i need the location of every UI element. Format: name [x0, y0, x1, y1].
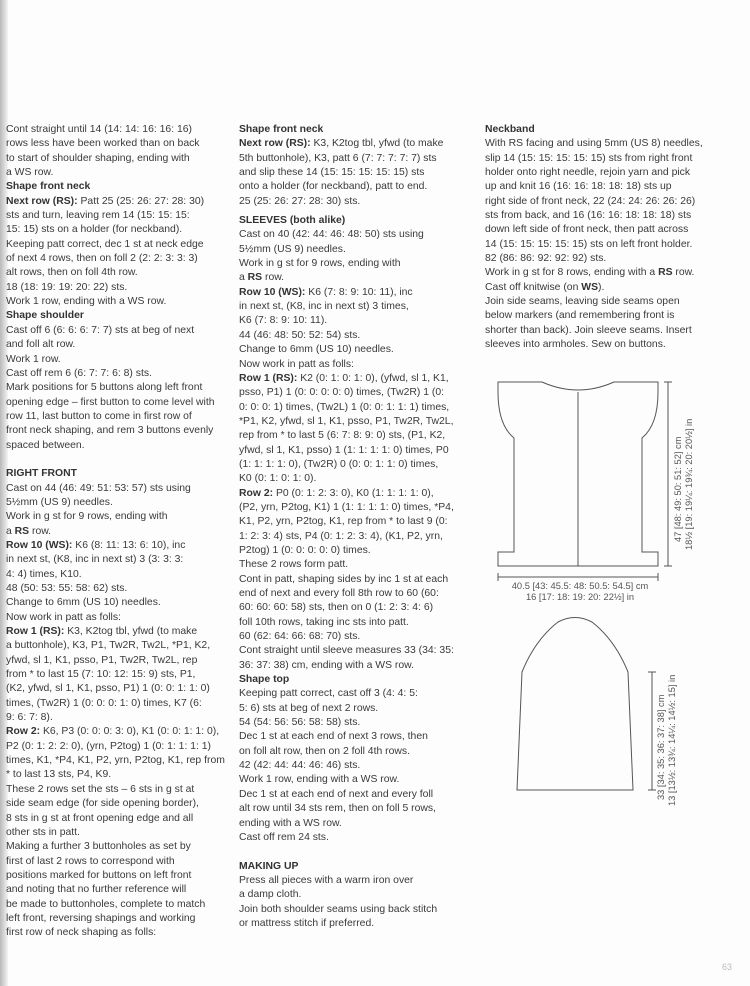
text-line: foll 10th rows, taking inc sts into patt.: [239, 616, 409, 628]
body-width-cm-label: 40.5 [43: 45.5: 48: 50.5: 54.5] cm: [511, 581, 649, 591]
text-line: alt rows, then on foll 4th row.: [6, 267, 138, 279]
text-line: 14 (15: 15: 15: 15: 15) sts on left front holder.: [485, 238, 693, 250]
text-line: 48 (50: 53: 55: 58: 62) sts.: [6, 583, 128, 594]
text-line: alt row until 34 sts rem, then on foll 5 rows,: [239, 803, 436, 815]
text-line: sts and turn, leaving rem 14 (15: 15: 15:: [6, 210, 190, 222]
row-label: Next row (RS):: [239, 138, 311, 150]
text-line: a WS row.: [6, 167, 54, 179]
text-line: be made to buttonholes, complete to match: [6, 898, 206, 910]
text-line: Work 1 row, ending with a WS row.: [239, 774, 400, 786]
text-line: rep from * to last 5 (6: 7: 8: 9: 0) sts, (P1, K2,: [239, 430, 446, 442]
heading-shape-shoulder: Shape shoulder: [6, 310, 84, 322]
text-line: and slip these 14 (15: 15: 15: 15: 15) sts: [239, 167, 425, 179]
text-line: 5½mm (US 9) needles.: [6, 496, 113, 508]
row-label: Row 1 (RS):: [239, 372, 298, 384]
page-number: 63: [721, 962, 732, 972]
text-line: Cast off 6 (6: 6: 6: 7: 7) sts at beg of next: [6, 324, 195, 336]
text-line: Join side seams, leaving side seams open: [485, 296, 680, 308]
text-line: spaced between.: [6, 439, 85, 451]
text-line: or mattress stitch if preferred.: [239, 917, 375, 929]
heading-shape-front-neck: Shape front neck: [239, 124, 324, 135]
text-line: (P2, yrn, P2tog, K1) 1 (1: 1: 1: 1: 0) times, *P4,: [239, 501, 454, 513]
text-line: 4: 4) times, K10.: [6, 568, 82, 580]
text-line: 42 (42: 44: 44: 46: 46) sts.: [239, 760, 361, 772]
text-line: [239, 487, 473, 501]
text-line: 5½mm (US 9) needles.: [239, 243, 346, 255]
text-line: [6, 725, 228, 739]
text-line: from * to last 15 (7: 10: 12: 15: 9) sts, P1,: [6, 669, 196, 681]
row-text: K3, K2tog tbl, yfwd (to make: [64, 626, 198, 638]
text-line: Making a further 3 buttonholes as set by: [6, 841, 191, 853]
column-left: [6, 123, 228, 941]
text-line: Cont straight until 14 (14: 14: 16: 16: 16): [6, 124, 192, 135]
text-line: front neck shaping, and rem 3 buttons evenly: [6, 425, 214, 437]
text-line: on foll alt row, then on 2 foll 4th rows.: [239, 745, 410, 757]
text-line: times, (Tw2R) 1 (0: 0: 0: 1: 0) times, K7 (6:: [6, 697, 202, 709]
text-line: onto a holder (for neckband), patt to end.: [239, 181, 428, 193]
text-fragment: row.: [262, 272, 285, 284]
text-line: 15: 15) sts on a holder (for neckband).: [6, 224, 183, 236]
text-line: sleeves into armholes. Sew on buttons.: [485, 339, 666, 351]
text-line: [6, 195, 228, 209]
text-line: Keeping patt correct, dec 1 st at neck edge: [6, 238, 204, 250]
text-line: Dec 1 st at each end of next and every foll: [239, 788, 434, 800]
text-line: P2tog) 1 (0: 0: 0: 0: 0) times.: [239, 544, 371, 556]
text-fragment: row.: [672, 267, 695, 279]
text-line: Cast off rem 6 (6: 7: 7: 6: 8) sts.: [6, 367, 152, 379]
heading-neckband: Neckband: [485, 124, 535, 135]
text-line: rows less have been worked than on back: [6, 138, 200, 150]
text-line: [239, 286, 473, 300]
text-line: These 2 rows set the sts – 6 sts in g st at: [6, 783, 195, 795]
heading-sleeves: SLEEVES (both alike): [239, 215, 346, 227]
text-line: Change to 6mm (US 10) needles.: [239, 344, 394, 356]
sleeve-outline: [517, 618, 633, 791]
text-line: and noting that no further reference will: [6, 884, 187, 896]
text-line: right side of front neck, 22 (24: 24: 26: 26: 26): [485, 195, 696, 207]
text-line: other sts in patt.: [6, 826, 80, 838]
text-line: 9: 6: 7: 8).: [6, 712, 53, 724]
text-line: Work 1 row, ending with a WS row.: [6, 296, 167, 308]
text-line: Change to 6mm (US 10) needles.: [6, 597, 161, 609]
text-line: 25 (25: 26: 27: 28: 30) sts.: [239, 195, 361, 207]
text-line: times, K1, *P4, K1, P2, yrn, P2tog, K1, rep from: [6, 755, 225, 767]
heading-making-up: MAKING UP: [239, 860, 299, 872]
text-line: 54 (54: 56: 56: 58: 58) sts.: [239, 717, 361, 729]
text-line: These 2 rows form patt.: [239, 559, 349, 571]
text-line: in next st, (K8, inc in next st) 3 times,: [239, 301, 409, 313]
text-line: 5: 6) sts at beg of next 2 rows.: [239, 702, 379, 714]
text-line: 18 (18: 19: 19: 20: 22) sts.: [6, 281, 128, 293]
body-width-in-label: 16 [17: 18: 19: 20: 22½] in: [525, 592, 635, 602]
text-line: 5th buttonhole), K3, patt 6 (7: 7: 7: 7: 7) sts: [239, 152, 437, 164]
text-line: Cast on 44 (46: 49: 51: 53: 57) sts using: [6, 482, 191, 494]
row-text: K6 (7: 8: 9: 10: 11), inc: [305, 286, 413, 298]
text-line: down left side of front neck, then patt across: [485, 224, 689, 236]
text-line: yfwd, sl 1, K1, psso, P1, Tw2R, Tw2L, rep: [6, 654, 198, 666]
text-line: ending with a WS row.: [239, 817, 342, 829]
text-line: Work 1 row.: [6, 353, 61, 365]
text-line: first of last 2 rows to correspond with: [6, 855, 175, 867]
text-line: *P1, K2, yfwd, sl 1, K1, psso, P1, Tw2R, Tw2L,: [239, 415, 454, 427]
row-text: K6 (8: 11: 13: 6: 10), inc: [72, 539, 186, 551]
row-label: Row 2:: [6, 726, 41, 738]
text-line: * to last 13 sts, P4, K9.: [6, 769, 112, 781]
text-line: [6, 625, 228, 639]
text-line: to start of shoulder shaping, ending with: [6, 152, 190, 164]
text-line: opening edge – first button to come level with: [6, 396, 215, 408]
text-line: Now work in patt as folls:: [6, 611, 121, 623]
text-line: positions marked for buttons on left front: [6, 869, 192, 881]
text-line: below markers (and remembering front is: [485, 310, 675, 322]
heading-right-front: RIGHT FRONT: [6, 468, 77, 480]
text-line: 1: 2: 3: 4) sts, P4 (0: 1: 2: 3: 4), (K1, P2, yrn,: [239, 530, 443, 542]
text-line: (K2, yfwd, sl 1, K1, psso, P1) 1 (0: 0: 1: 1: 0): [6, 683, 210, 695]
text-line: side seam edge (for side opening border),: [6, 798, 199, 810]
column-right: [485, 123, 725, 353]
intro-text: [6, 123, 228, 180]
text-line: [485, 281, 725, 295]
text-line: With RS facing and using 5mm (US 8) needles,: [485, 138, 703, 150]
text-fragment: row.: [29, 525, 52, 537]
ws-abbrev: WS: [581, 281, 599, 293]
text-line: psso, P1) 1 (0: 0: 0: 0: 0) times, (Tw2R) 1 (0:: [239, 387, 444, 399]
text-line: of next 4 rows, then on foll 2 (2: 2: 3: 3: 3): [6, 253, 198, 265]
text-line: Cont in patt, shaping sides by inc 1 st at each: [239, 573, 449, 585]
text-line: [239, 372, 473, 386]
text-line: 60: 60: 60: 58) sts, then on 0 (1: 2: 3: 4: 6): [239, 602, 434, 614]
text-line: up and knit 16 (16: 16: 18: 18: 18) sts up: [485, 181, 672, 193]
text-line: and foll alt row.: [6, 339, 76, 351]
text-fragment: Work in g st for 8 rows, ending with a: [485, 267, 659, 279]
text-line: in next st, (K8, inc in next st) 3 (3: 3: 3:: [6, 554, 184, 566]
text-line: Dec 1 st at each end of next 3 rows, then: [239, 731, 428, 743]
row-label: Row 10 (WS):: [6, 539, 73, 551]
text-line: sts from back, and 16 (16: 16: 18: 18: 18) sts: [485, 210, 692, 222]
text-line: Now work in patt as folls:: [239, 358, 354, 370]
body-length-in-label: 18½ [19: 19¼: 19¾: 20: 20½] in: [684, 418, 694, 550]
row-label: Row 1 (RS):: [6, 626, 65, 638]
text-line: (1: 1: 1: 1: 0), (Tw2R) 0 (0: 0: 1: 1: 0) times,: [239, 458, 439, 470]
text-line: Cont straight until sleeve measures 33 (34: 35:: [239, 645, 454, 657]
schematic-diagrams: [490, 370, 730, 830]
row-label: Row 2:: [239, 487, 274, 499]
text-line: 44 (46: 48: 50: 52: 54) sts.: [239, 329, 361, 341]
text-line: [6, 539, 228, 553]
spacer: [239, 845, 473, 859]
text-line: Cast off rem 24 sts.: [239, 831, 329, 843]
text-line: shorter than back). Join sleeve seams. Insert: [485, 324, 692, 336]
heading-shape-front-neck: Shape front neck: [6, 181, 91, 193]
text-fragment: Cast off knitwise (on: [485, 281, 582, 293]
text-line: K6 (7: 8: 9: 10: 11).: [239, 315, 328, 327]
row-label: Next row (RS):: [6, 195, 78, 207]
text-line: 8 sts in g st at front opening edge and all: [6, 812, 194, 824]
text-line: left front, reversing shapings and working: [6, 912, 196, 924]
rs-abbrev: RS: [14, 525, 30, 537]
text-fragment: ).: [598, 281, 605, 293]
row-text: K6, P3 (0: 0: 0: 3: 0), K1 (0: 0: 1: 1: 0),: [40, 726, 220, 738]
text-line: [239, 137, 473, 151]
text-line: end of next and every foll 8th row to 60 (60:: [239, 588, 439, 599]
text-line: Join both shoulder seams using back stitch: [239, 903, 438, 915]
text-line: 60 (62: 64: 66: 68: 70) sts.: [239, 631, 361, 643]
text-line: Work in g st for 9 rows, ending with: [6, 511, 168, 523]
row-text: K3, K2tog tbl, yfwd (to make: [310, 138, 444, 150]
text-line: yfwd, sl 1, K1, psso) 1 (1: 1: 1: 1: 0) times, P0: [239, 444, 449, 456]
text-line: 0: 0: 0: 1) times, (Tw2L) 1 (0: 0: 1: 1: 1) times,: [239, 401, 450, 413]
row-text: Patt 25 (25: 26: 27: 28: 30): [77, 195, 205, 207]
text-line: [485, 266, 725, 280]
rs-abbrev: RS: [658, 267, 673, 279]
text-line: Mark positions for 5 buttons along left front: [6, 382, 203, 394]
text-line: a damp cloth.: [239, 889, 302, 901]
text-line: first row of neck shaping as folls:: [6, 927, 157, 939]
heading-shape-top: Shape top: [239, 674, 290, 686]
text-line: Press all pieces with a warm iron over: [239, 874, 414, 886]
body-length-cm-label: 47 [48: 49: 50: 51: 52] cm: [673, 436, 683, 542]
text-line: Keeping patt correct, cast off 3 (4: 4: 5:: [239, 688, 418, 700]
row-text: P0 (0: 1: 2: 3: 0), K0 (1: 1: 1: 1: 0),: [273, 487, 434, 499]
text-line: row 11, last button to come in first row of: [6, 410, 192, 422]
text-line: K0 (0: 1: 0: 1: 0).: [239, 473, 317, 485]
text-line: K1, P2, yrn, P2tog, K1, rep from * to last 9 (0:: [239, 516, 448, 528]
rs-abbrev: RS: [247, 272, 263, 284]
text-line: Cast on 40 (42: 44: 46: 48: 50) sts using: [239, 229, 424, 241]
column-middle: [239, 123, 473, 931]
text-line: 82 (86: 86: 92: 92: 92) sts.: [485, 253, 607, 265]
text-fragment: a: [6, 525, 15, 537]
text-line: holder onto right needle, rejoin yarn and pick: [485, 167, 691, 179]
text-fragment: a: [239, 272, 248, 284]
text-line: [6, 525, 228, 539]
text-line: [239, 271, 473, 285]
sleeve-length-in-label: 13 [13½: 13¾: 14¼: 14½: 15] in: [667, 674, 677, 806]
text-line: Work in g st for 9 rows, ending with: [239, 258, 401, 270]
text-line: 36: 37: 38) cm, ending with a WS row.: [239, 659, 414, 671]
row-label: Row 10 (WS):: [239, 286, 306, 298]
text-line: a buttonhole), K3, P1, Tw2R, Tw2L, *P1, K2,: [6, 640, 211, 652]
row-text: K2 (0: 1: 0: 1: 0), (yfwd, sl 1, K1,: [297, 372, 449, 384]
spacer: [6, 453, 228, 467]
text-line: P2 (0: 1: 2: 2: 0), (yrn, P2tog) 1 (0: 1: 1: 1: 1): [6, 740, 212, 752]
sleeve-length-cm-label: 33 [34: 35: 36: 37: 38] cm: [656, 694, 666, 800]
text-line: slip 14 (15: 15: 15: 15: 15) sts from right front: [485, 152, 693, 164]
